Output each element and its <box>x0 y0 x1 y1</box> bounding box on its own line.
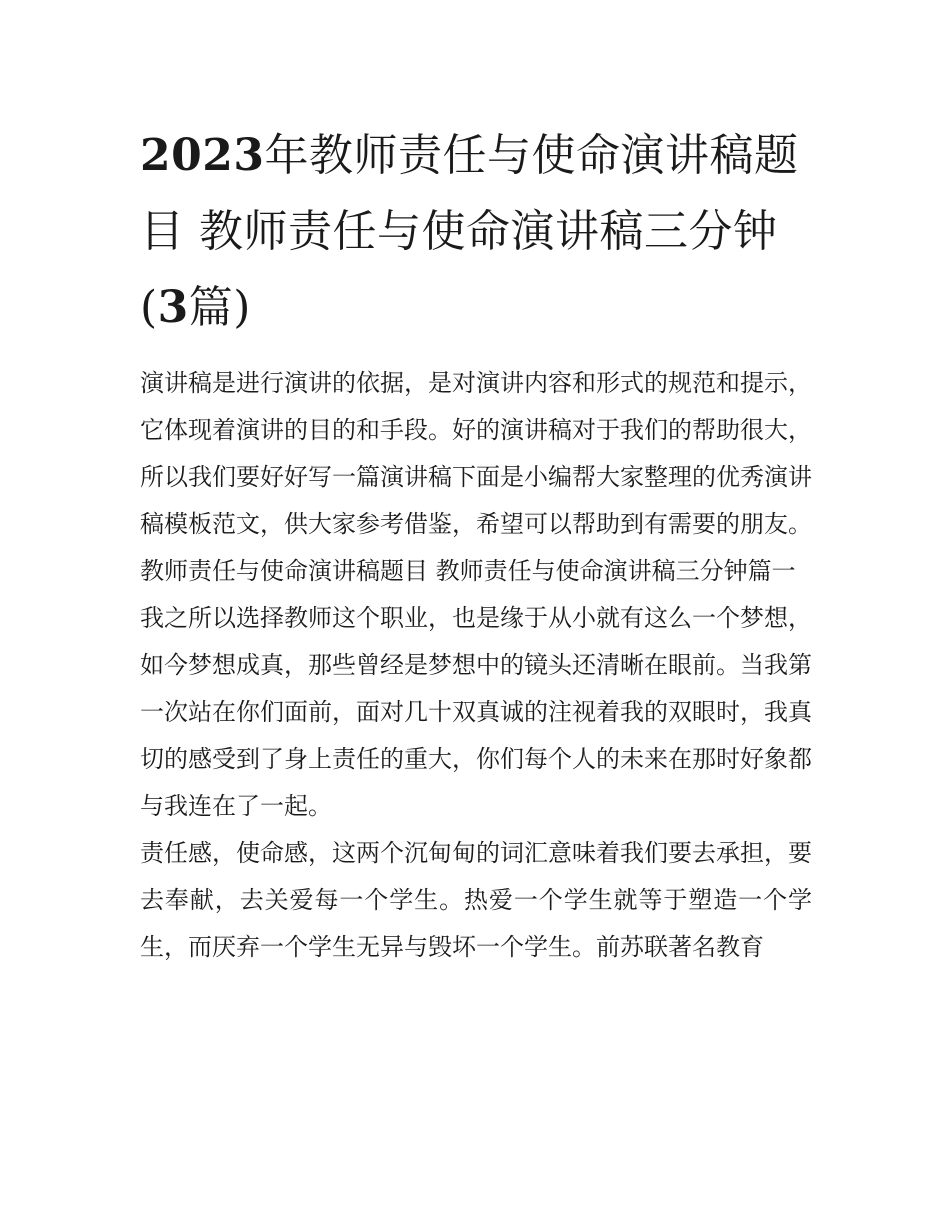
body-paragraph: 责任感，使命感，这两个沉甸甸的词汇意味着我们要去承担，要去奉献，去关爱每一个学生。热爱一个学生就等于塑造一个学生，而厌弃一个学生无异与毁坏一个学生。前苏联著名教育 <box>140 839 812 961</box>
document-page <box>140 118 812 971</box>
document-body <box>140 360 812 971</box>
intro-paragraph: 演讲稿是进行演讲的依据，是对演讲内容和形式的规范和提示，它体现着演讲的目的和手段。好的演讲稿对于我们的帮助很大，所以我们要好好写一篇演讲稿下面是小编帮大家整理的优秀演讲稿模板范文，供大家参考借鉴，希望可以帮助到有需要的朋友。 <box>140 369 812 538</box>
section-heading: 教师责任与使命演讲稿题目 教师责任与使命演讲稿三分钟篇一 <box>140 557 796 585</box>
body-paragraph: 我之所以选择教师这个职业，也是缘于从小就有这么一个梦想，如今梦想成真，那些曾经是梦想中的镜头还清晰在眼前。当我第一次站在你们面前，面对几十双真诚的注视着我的双眼时，我真切的感受到了身上责任的重大，你们每个人的未来在那时好象都与我连在了一起。 <box>140 604 812 820</box>
document-title: 2023年教师责任与使命演讲稿题目 教师责任与使命演讲稿三分钟(3篇) <box>140 130 799 333</box>
